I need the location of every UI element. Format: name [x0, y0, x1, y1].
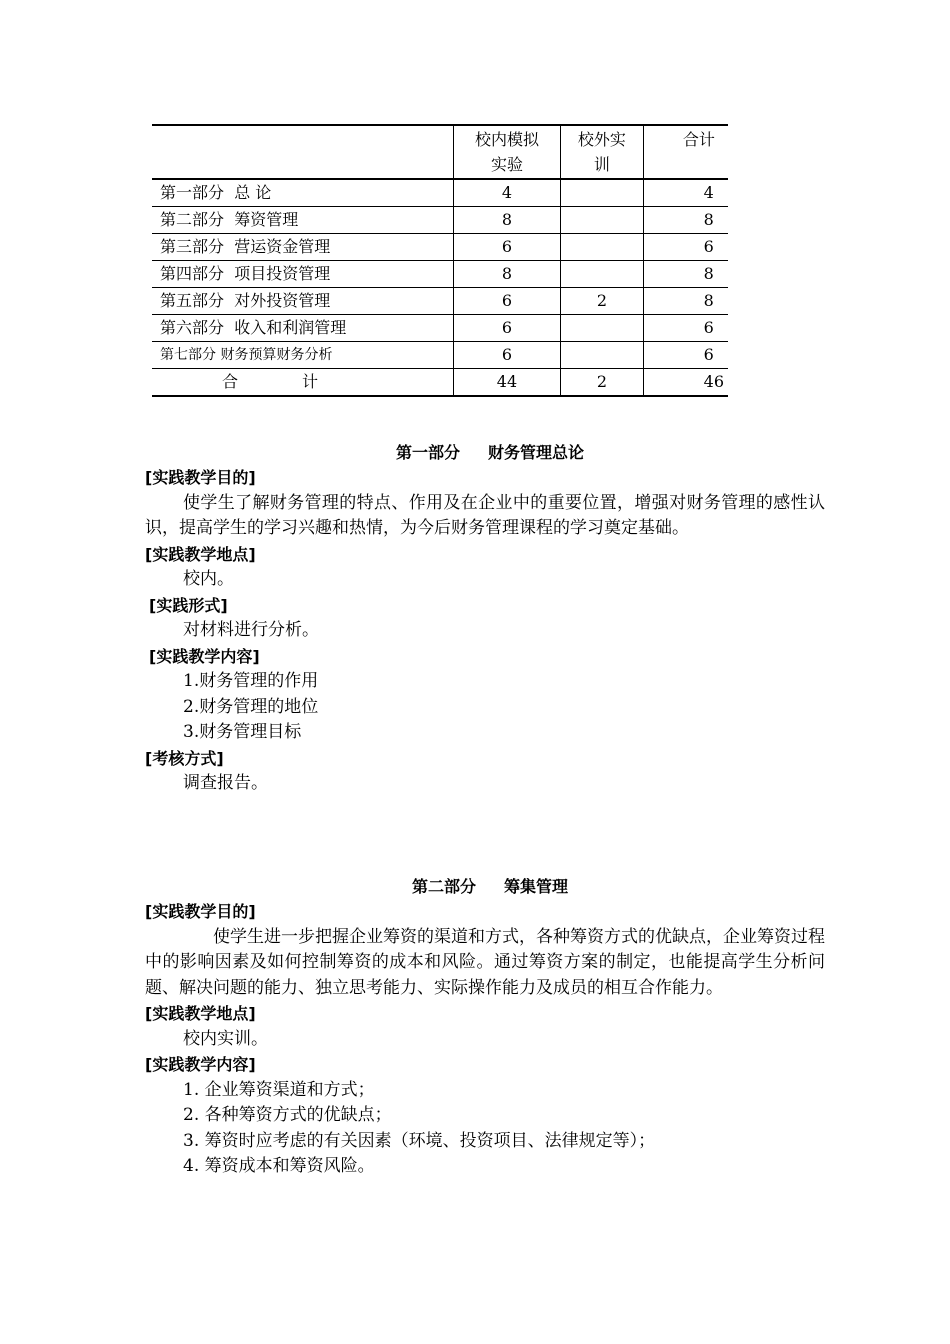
- row-label: [152, 234, 453, 261]
- table-header-sim: [453, 125, 561, 179]
- section-2-content-list: [145, 1078, 825, 1180]
- row-label: [152, 342, 453, 369]
- total-label-a: 合: [222, 372, 239, 391]
- row-name: 营运资金管理: [234, 237, 331, 256]
- row-part: 第六部分: [160, 318, 225, 337]
- table-row: [152, 234, 728, 261]
- section-1-content-heading: [实践教学内容]: [149, 646, 260, 666]
- total-total: 46: [643, 369, 728, 397]
- list-item: 2.财务管理的地位: [183, 696, 319, 717]
- row-name: 筹资管理: [234, 210, 299, 229]
- list-item: 3. 筹资时应考虑的有关因素（环境、投资项目、法律规定等）；: [183, 1130, 656, 1151]
- total-sim: 44: [453, 369, 561, 397]
- section-2-purpose-text: 使学生进一步把握企业筹资的渠道和方式，各种筹资方式的优缺点，企业筹资过程中的影响因素及如何控制筹资的成本和风险。通过筹资方案的制定，也能提高学生分析问题、解决问题的能力、独立思考能力、实际操作能力及成员的相互合作能力。: [145, 926, 825, 998]
- row-ext: [561, 207, 643, 234]
- row-name: 项目投资管理: [234, 264, 331, 283]
- list-item: 1.财务管理的作用: [183, 671, 319, 691]
- header-total-label: 合计: [682, 130, 715, 149]
- total-label-b: 计: [302, 372, 319, 391]
- row-total: 8: [643, 207, 728, 234]
- row-total: 4: [643, 179, 728, 207]
- row-total: 6: [643, 315, 728, 342]
- row-label: [152, 315, 453, 342]
- row-sim: 6: [453, 234, 561, 261]
- row-part: 第五部分: [160, 291, 225, 310]
- row-name: 总 论: [234, 183, 272, 202]
- section-2-purpose-heading: [实践教学目的]: [145, 902, 256, 921]
- table-row: [152, 207, 728, 234]
- header-sim-line1: 校内模拟: [474, 130, 539, 149]
- row-ext: 2: [561, 288, 643, 315]
- row-sim: 8: [453, 261, 561, 288]
- table-row: [152, 179, 728, 207]
- row-total: 8: [643, 288, 728, 315]
- section-1: [145, 440, 825, 797]
- section-1-form-text: 对材料进行分析。: [183, 620, 319, 640]
- section-1-purpose-heading: [实践教学目的]: [145, 468, 256, 487]
- table-row: [152, 342, 728, 369]
- row-sim: 8: [453, 207, 561, 234]
- row-sim: 6: [453, 342, 561, 369]
- row-total: 6: [643, 234, 728, 261]
- section-1-location-text: 校内。: [183, 569, 234, 589]
- row-label: [152, 288, 453, 315]
- section-2-location-text: 校内实训。: [183, 1028, 268, 1049]
- header-sim-line2: 实验: [490, 155, 523, 174]
- table-header-blank: [152, 125, 453, 179]
- section-1-content-list: [145, 669, 825, 746]
- row-label: [152, 207, 453, 234]
- table-header-row: [152, 125, 728, 179]
- row-name: 财务预算财务分析: [220, 347, 333, 363]
- row-total: 6: [643, 342, 728, 369]
- total-ext: 2: [561, 369, 643, 397]
- section-1-assess-heading: [考核方式]: [145, 748, 224, 768]
- section-1-title: [145, 440, 825, 465]
- list-item: 4. 筹资成本和筹资风险。: [183, 1156, 375, 1176]
- section-1-location-heading: [实践教学地点]: [145, 544, 256, 564]
- table-header-ext: [561, 125, 643, 179]
- row-part: 第一部分: [160, 183, 225, 202]
- row-ext: [561, 234, 643, 261]
- list-item: 3.财务管理目标: [183, 722, 302, 742]
- list-item: 1. 企业筹资渠道和方式；: [183, 1079, 375, 1100]
- row-ext: [561, 261, 643, 288]
- header-ext-line2: 训: [593, 155, 610, 174]
- section-1-title-name: 财务管理总论: [488, 443, 585, 462]
- section-2-title-part: 第二部分: [411, 877, 476, 896]
- section-2-title: [145, 874, 825, 899]
- section-2-location-heading: [实践教学地点]: [145, 1004, 256, 1023]
- row-label: [152, 179, 453, 207]
- section-1-title-part: 第一部分: [395, 443, 460, 462]
- table-row: [152, 288, 728, 315]
- row-part: 第三部分: [160, 237, 225, 256]
- row-total: 8: [643, 261, 728, 288]
- row-ext: [561, 342, 643, 369]
- section-1-assess-text: 调查报告。: [183, 773, 268, 793]
- section-2-title-name: 筹集管理: [504, 877, 569, 896]
- row-name: 对外投资管理: [234, 291, 331, 310]
- row-part: 第二部分: [160, 210, 225, 229]
- section-1-purpose-text: 使学生了解财务管理的特点、作用及在企业中的重要位置，增强对财务管理的感性认识，提高学生的学习兴趣和热情，为今后财务管理课程的学习奠定基础。: [145, 492, 825, 538]
- table-header-total: [643, 125, 728, 179]
- list-item: 2. 各种筹资方式的优缺点；: [183, 1105, 392, 1125]
- total-label: [152, 369, 453, 397]
- table-total-row: [152, 369, 728, 397]
- hours-table: [152, 124, 728, 397]
- row-sim: 6: [453, 315, 561, 342]
- row-sim: 6: [453, 288, 561, 315]
- row-label: [152, 261, 453, 288]
- row-sim: 4: [453, 179, 561, 207]
- header-ext-line1: 校外实: [577, 130, 626, 149]
- section-2-content-heading: [实践教学内容]: [145, 1055, 256, 1074]
- row-ext: [561, 179, 643, 207]
- section-1-form-heading: [实践形式]: [149, 595, 228, 615]
- row-name: 收入和利润管理: [234, 318, 347, 337]
- table-row: [152, 261, 728, 288]
- row-ext: [561, 315, 643, 342]
- row-part: 第七部分: [160, 347, 216, 363]
- row-part: 第四部分: [160, 264, 225, 283]
- table-row: [152, 315, 728, 342]
- section-2: [145, 874, 825, 1180]
